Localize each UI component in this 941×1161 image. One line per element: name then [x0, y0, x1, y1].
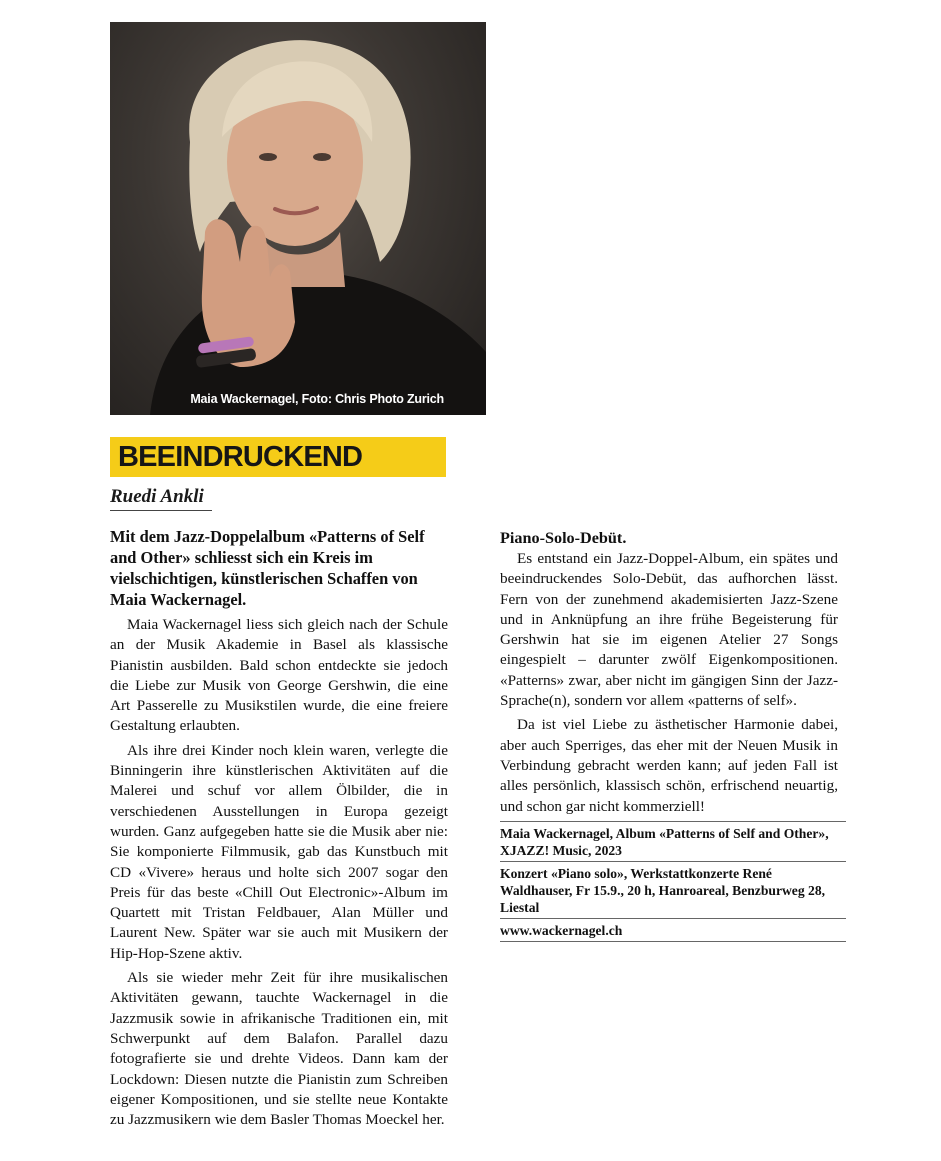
paragraph: Als ihre drei Kinder noch klein waren, verlegte die Binningerin ihre künstlerischen Aktivitäten auf die Malerei und schuf vor allem Ölbilder, die in verschiedenen Ausstellungen in Europa gezeigt wurden. Ganz aufgegeben hatte sie die Musik aber nie: Sie komponierte Filmmusik, gab das Kunstbuch mit CD «Vivere» heraus und holte sich 2007 sogar den Preis für das beste «Chill Out Electronic»-Album im Quartett mit Tristan Feldbauer, Alan Müller und Laurent New. Später war sie auch mit Musikern der Hip-Hop-Szene aktiv.: [110, 741, 448, 962]
photo-caption: Maia Wackernagel, Foto: Chris Photo Zurich: [190, 392, 444, 406]
portrait-illustration: [110, 22, 486, 415]
author-byline: Ruedi Ankli: [110, 486, 212, 511]
concert-info: Konzert «Piano solo», Werkstattkonzerte René Waldhauser, Fr 15.9., 20 h, Hanroareal, Benzburweg 28, Liestal: [500, 861, 846, 918]
article-lead: Mit dem Jazz-Doppelalbum «Patterns of Self and Other» schliesst sich ein Kreis im vielschichtigen, künstlerischen Schaffen von Maia Wackernagel.: [110, 527, 425, 609]
website-link[interactable]: www.wackernagel.ch: [500, 918, 846, 942]
album-info: Maia Wackernagel, Album «Patterns of Self and Other», XJAZZ! Music, 2023: [500, 821, 846, 861]
paragraph: Als sie wieder mehr Zeit für ihre musikalischen Aktivitäten gewann, tauchte Wackernagel in die Jazzmusik sowie in afrikanische Traditionen ein, mit Schwerpunkt auf dem Balafon. Parallel dazu fotografierte sie und drehte Videos. Dann kam der Lockdown: Diesen nutzte die Pianistin zum Schreiben eigener Kompositionen, und sie stellte neue Kontakte zu Jazzmusikern wie dem Basler Thomas Moeckel her.: [110, 969, 448, 1129]
paragraph: Es entstand ein Jazz-Doppel-Album, ein spätes und beeindruckendes Solo-Debüt, das aufhorchen lässt. Fern von der zunehmend akademisierten Jazz-Szene und in Anknüpfung an ihre frühe Begeisterung für Gershwin hat sie im eigenen Atelier 27 Songs eingespielt – darunter zwölf Eigenkompositionen. «Patterns» zwar, aber nicht im gängigen Sinn der Jazz-Sprache(n), sondern vor allem «patterns of self».: [500, 550, 838, 710]
paragraph: Da ist viel Liebe zu ästhetischer Harmonie dabei, aber auch Sperriges, das eher mit der Neuen Musik in Verbindung gebracht werden kann; auf jeden Fall ist alles persönlich, klassisch schön, erfrischend neuartig, und schon gar nicht kommerziell!: [500, 716, 838, 815]
paragraph: Maia Wackernagel liess sich gleich nach der Schule an der Musik Akademie in Basel als klassische Pianistin ausbilden. Bald schon entdeckte sie jedoch die Liebe zur Musik von George Gershwin, die eine Art Passerelle zu Musikstilen wurde, die eine freiere Gestaltung erlaubten.: [110, 616, 448, 735]
right-column: [500, 528, 838, 942]
headline-banner: [110, 437, 446, 477]
left-column: [110, 526, 448, 1134]
section-heading: Piano-Solo-Debüt.: [500, 529, 627, 547]
headline: BEEINDRUCKEND: [118, 441, 363, 473]
portrait-photo: [110, 22, 486, 415]
